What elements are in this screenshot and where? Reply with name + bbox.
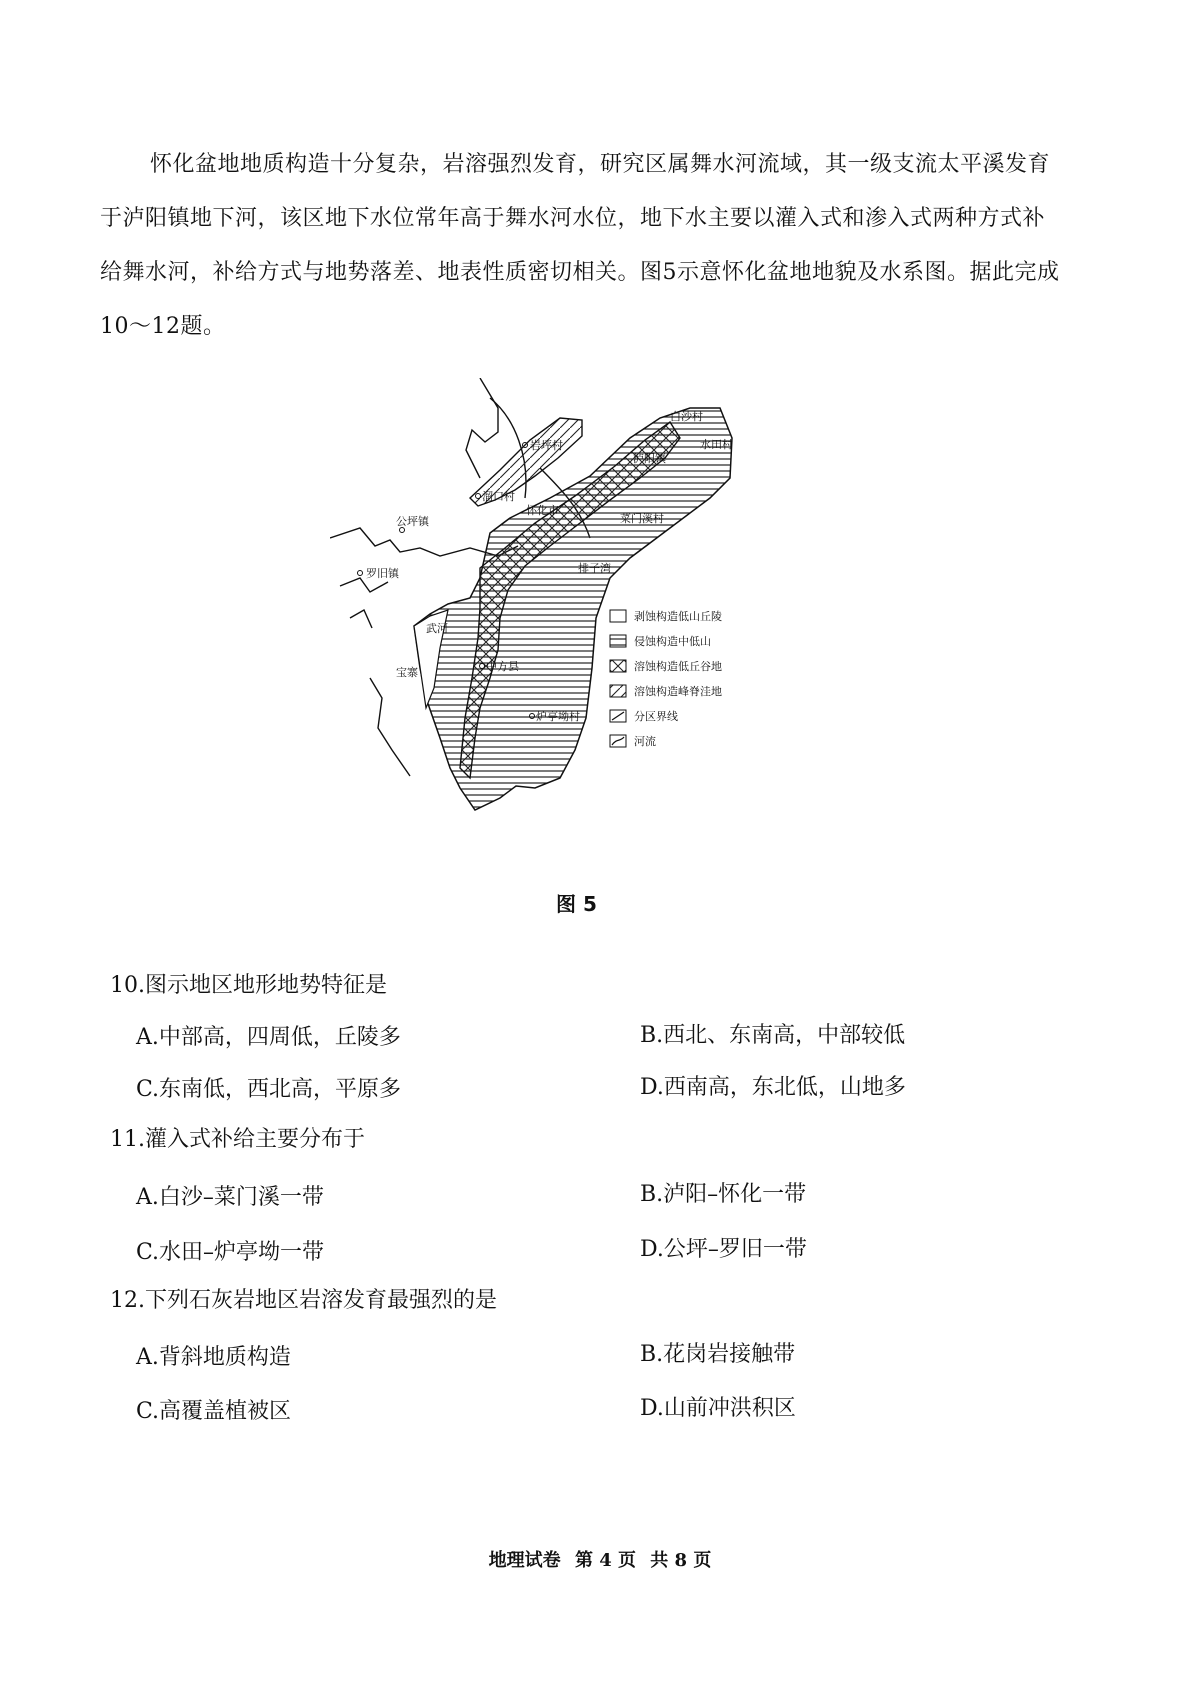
option-12-d: D.山前冲洪积区: [640, 1396, 796, 1421]
place-label: 岩坪村: [530, 439, 563, 452]
place-label: 公坪镇: [396, 515, 429, 528]
footer-page-number: 第 4 页: [574, 1550, 636, 1571]
legend-label: 分区界线: [634, 710, 678, 723]
place-label: 水田村: [700, 438, 733, 451]
option-11-d: D.公坪–罗旧一带: [640, 1237, 807, 1262]
place-label: 怀化市: [526, 504, 559, 517]
legend-label: 溶蚀构造峰脊洼地: [634, 685, 722, 698]
option-10-d: D.西南高，东北低，山地多: [640, 1075, 906, 1100]
option-12-b: B.花岗岩接触带: [640, 1342, 796, 1367]
question-12-stem: 12.下列石灰岩地区岩溶发育最强烈的是: [110, 1288, 497, 1313]
option-10-c: C.东南低，西北高，平原多: [136, 1077, 402, 1102]
option-12-a: A.背斜地质构造: [136, 1345, 291, 1370]
option-11-b: B.泸阳–怀化一带: [640, 1182, 807, 1207]
place-label: 中方县: [486, 660, 519, 673]
page-footer: [0, 1546, 1200, 1572]
figure-5-map: [330, 378, 860, 848]
option-10-b: B.西北、东南高，中部较低: [640, 1023, 906, 1048]
map-legend: [610, 609, 722, 748]
place-label: 菜门溪村: [620, 512, 664, 525]
place-label: 宝寨: [396, 666, 418, 679]
place-label: 武河: [426, 622, 448, 635]
footer-subject: 地理试卷: [488, 1550, 561, 1571]
place-label: 炉亭坳村: [536, 710, 580, 723]
place-label: 溜口村: [482, 490, 515, 503]
place-label: 排子湾: [578, 562, 611, 575]
option-11-c: C.水田–炉亭坳一带: [136, 1240, 325, 1265]
question-10-stem: 10.图示地区地形地势特征是: [110, 973, 387, 998]
place-label: 白沙村: [670, 410, 703, 423]
question-11-stem: 11.灌入式补给主要分布于: [110, 1127, 365, 1152]
legend-label: 溶蚀构造低丘谷地: [634, 660, 722, 673]
legend-label: 侵蚀构造中低山: [634, 635, 711, 648]
legend-label: 河流: [634, 735, 656, 748]
option-12-c: C.高覆盖植被区: [136, 1399, 292, 1424]
legend-label: 剥蚀构造低山丘陵: [634, 610, 722, 623]
option-11-a: A.白沙–菜门溪一带: [136, 1185, 324, 1210]
option-10-a: A.中部高，四周低，丘陵多: [136, 1025, 401, 1050]
place-label: 泸阳镇: [633, 452, 666, 465]
intro-paragraph: 怀化盆地地质构造十分复杂，岩溶强烈发育，研究区属舞水河流域，其一级支流太平溪发育于泸阳镇地下河，该区地下水位常年高于舞水河水位，地下水主要以灌入式和渗入式两种方式补给舞水河，补给方式与地势落差、地表性质密切相关。图5示意怀化盆地地貌及水系图。据此完成10～12题。: [100, 152, 1060, 339]
place-label: 罗旧镇: [366, 567, 399, 580]
footer-total-pages: 共 8 页: [650, 1550, 712, 1571]
figure-caption: 图 5: [556, 892, 597, 916]
